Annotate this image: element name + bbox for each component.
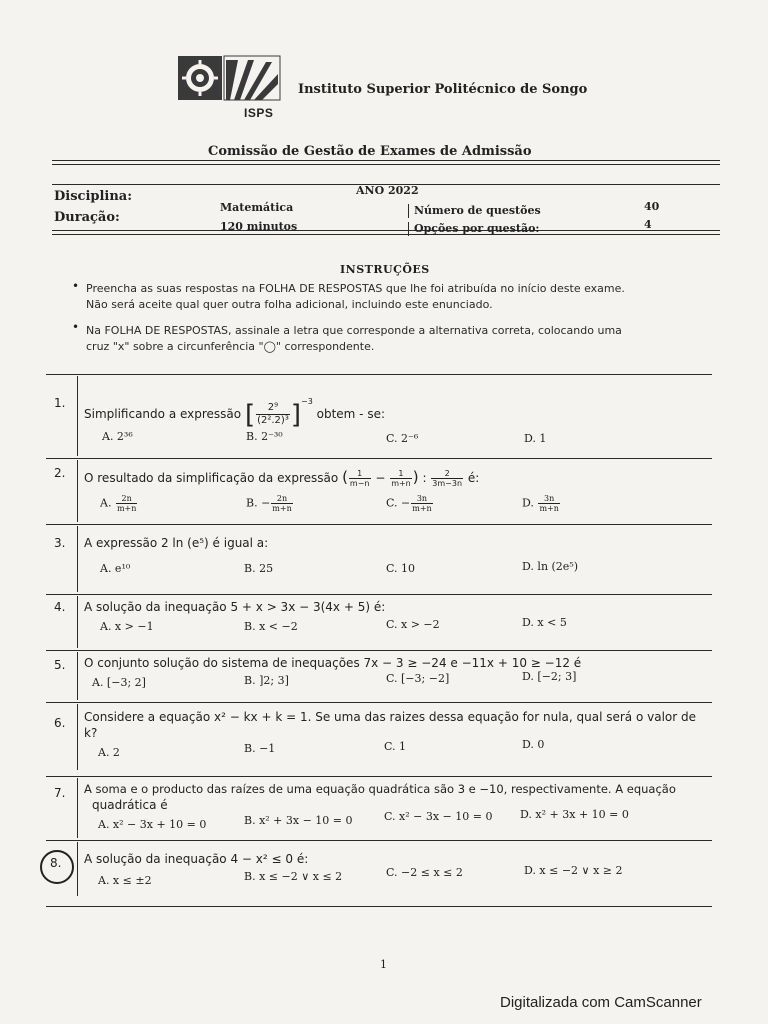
question-number: 2. [54,466,66,480]
option-d: D. [−2; 3] [522,670,577,683]
option-d: D. 1 [524,432,547,445]
opcoes-label: Opções por questão: [414,222,540,235]
option-c: C. −2 ≤ x ≤ 2 [386,866,463,879]
option-c: C. − $\frac{3n}{m+n}$ [386,494,432,513]
question-number: 7. [54,786,66,800]
disciplina-label: Disciplina: [54,189,133,204]
option-d: D. x ≤ −2 ∨ x ≥ 2 [524,864,623,877]
option-b: B. x ≤ −2 ∨ x ≤ 2 [244,870,343,883]
option-b: B. ]2; 3] [244,674,289,687]
divider [77,778,78,838]
option-c: C. 10 [386,562,416,575]
divider [52,160,720,161]
divider [46,374,712,375]
option-b: B. x < −2 [244,620,298,633]
exam-year: ANO 2022 [356,184,419,197]
exponent: −3 [301,397,313,406]
option-a: A. $\frac{2n}{m+n}$ [100,494,137,513]
option-a: A. x² − 3x + 10 = 0 [98,818,207,831]
question-text-continued: k? [84,726,98,740]
question-number: 6. [54,716,66,730]
question-stem: Simplificando a expressão [84,407,242,421]
option-a: A. 2³⁶ [102,430,133,443]
scanner-watermark: Digitalizada com CamScanner [500,994,702,1011]
option-d: D. 0 [522,738,545,751]
option-b: B. 25 [244,562,274,575]
instructions-title: INSTRUÇÕES [340,263,430,276]
option-a: A. e¹⁰ [100,562,131,575]
instruction-line: cruz "x" sobre a circunferência "◯" correspondente. [86,340,375,353]
disciplina-value: Matemática [220,201,294,214]
bullet-icon: • [72,279,80,293]
instruction-line: Na FOLHA DE RESPOSTAS, assinale a letra que corresponde a alternativa correta, colocando uma [86,324,622,337]
option-a: A. 2 [98,746,120,759]
fraction-denominator: (2².2)³ [257,415,289,426]
option-a: A. x ≤ ±2 [98,874,152,887]
fraction-numerator: 2⁹ [256,402,290,415]
divider [77,460,78,522]
divider [77,526,78,592]
option-a: A. [−3; 2] [92,676,146,689]
num-questoes-value: 40 [644,200,660,213]
question-text: Simplificando a expressão [ $\frac{\text{2⁹}}{\text{(2².2)³}}$ ]$^{-3}$ obtem - se: [84,397,385,430]
commission-title: Comissão de Gestão de Exames de Admissão [208,144,532,159]
divider [77,652,78,700]
divider [408,204,409,218]
option-d: D. x² + 3x + 10 = 0 [520,808,629,821]
option-b: B. 2⁻³⁰ [246,430,283,443]
page-number: 1 [380,958,387,971]
duracao-label: Duração: [54,210,120,225]
divider [52,230,720,231]
divider [46,906,712,907]
duracao-value: 120 minutos [220,220,298,233]
instruction-line: Não será aceite qual quer outra folha adicional, incluindo este enunciado. [86,298,493,311]
option-d: D. $\frac{3n}{m+n}$ [522,494,559,513]
divider [46,458,712,459]
question-number: 1. [54,396,66,410]
divider [408,222,409,236]
option-d: D. x < 5 [522,616,567,629]
question-stem-end: é: [467,471,480,485]
divider [46,524,712,525]
question-text: O conjunto solução do sistema de inequações 7x − 3 ≥ −24 e −11x + 10 ≥ −12 é [84,656,582,670]
divider [46,594,712,595]
opcoes-value: 4 [644,218,652,231]
question-stem-end: obtem - se: [316,407,385,421]
question-stem: O resultado da simplificação da expressão [84,471,339,485]
option-a: A. x > −1 [100,620,154,633]
divider [46,702,712,703]
option-c: C. x > −2 [386,618,440,631]
option-b: B. −1 [244,742,276,755]
bullet-icon: • [72,320,80,334]
question-text: Considere a equação x² − kx + k = 1. Se uma das raizes dessa equação for nula, qual será o valor de [84,710,696,724]
option-b: B. x² + 3x − 10 = 0 [244,814,353,827]
divider [46,840,712,841]
question-number: 3. [54,536,66,550]
divider [77,596,78,648]
question-number: 5. [54,658,66,672]
option-c: C. x² − 3x − 10 = 0 [384,810,493,823]
logo-text: ISPS [244,106,274,120]
num-questoes-label: Número de questões [414,204,541,217]
instruction-line: Preencha as suas respostas na FOLHA DE RESPOSTAS que lhe foi atribuída no início deste exame. [86,282,625,295]
divider [77,842,78,896]
option-c: C. 1 [384,740,407,753]
institute-name: Instituto Superior Politécnico de Songo [298,82,588,97]
question-text: O resultado da simplificação da expressão ( $\frac{1}{m-n}$ − $\frac{1}{m+n}$ ) : $\frac{2}{3m-3n}$ é: [84,468,480,488]
divider [46,650,712,651]
question-text: A expressão 2 ln (e⁵) é igual a: [84,536,269,550]
question-number: 8. [50,856,62,870]
divider [52,234,720,235]
question-text: A solução da inequação 4 − x² ≤ 0 é: [84,852,309,866]
option-b: B. − $\frac{2n}{m+n}$ [246,494,292,513]
option-c: C. 2⁻⁶ [386,432,419,445]
question-text: A soma e o producto das raízes de uma equação quadrática são 3 e −10, respectivamente. A equação [84,782,676,796]
option-d: D. ln (2e⁵) [522,560,579,573]
question-text-continued: quadrática é [92,798,168,812]
divider [77,376,78,456]
option-c: C. [−3; −2] [386,672,450,685]
divider [77,704,78,770]
question-text: A solução da inequação 5 + x > 3x − 3(4x + 5) é: [84,600,386,614]
question-number: 4. [54,600,66,614]
divider [52,164,720,165]
divider [46,776,712,777]
